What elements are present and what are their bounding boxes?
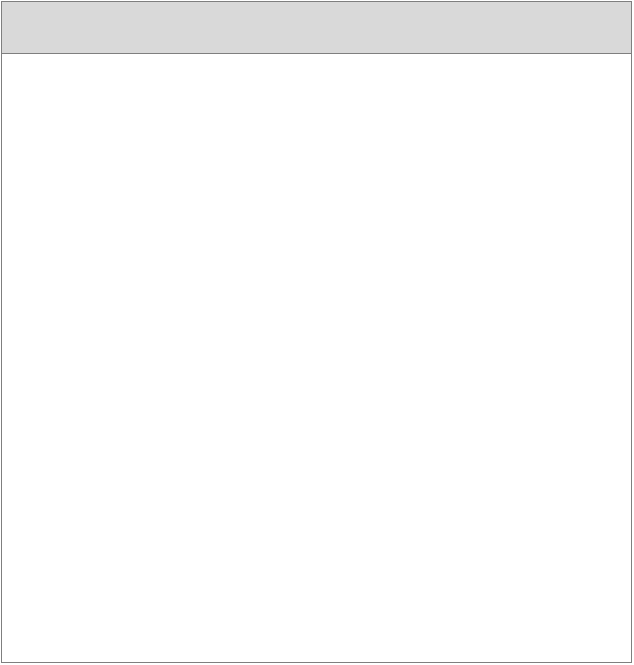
product-title [2,2,631,54]
product-spec-sheet [1,1,632,663]
